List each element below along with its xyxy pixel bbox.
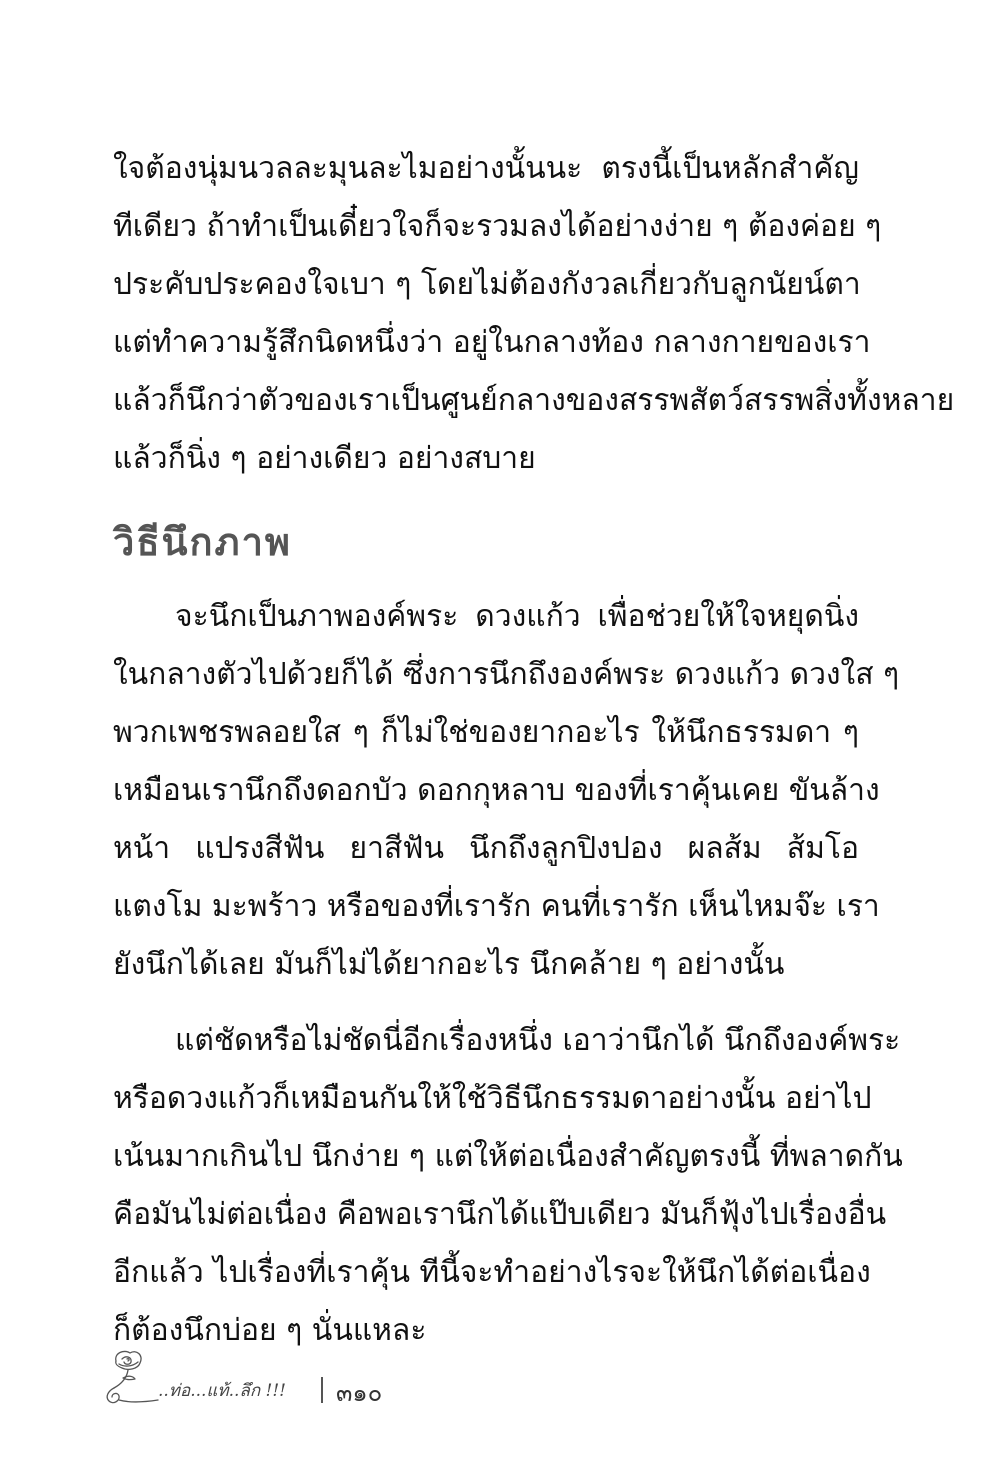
page-body bbox=[113, 140, 955, 1360]
text-line: เหมือนเรานึกถึงดอกบัว ดอกกุหลาบ ของที่เราคุ้นเคย ขันล้าง bbox=[113, 773, 880, 808]
paragraph-3 bbox=[113, 1012, 903, 1360]
paragraph-1 bbox=[113, 140, 955, 488]
text-line: ประคับประคองใจเบา ๆ โดยไม่ต้องกังวลเกี่ยวกับลูกนัยน์ตา bbox=[113, 267, 861, 302]
text-line: คือมันไม่ต่อเนื่อง คือพอเรานึกได้แป๊บเดียว มันก็ฟุ้งไปเรื่องอื่น bbox=[113, 1197, 887, 1232]
text-line: หรือดวงแก้วก็เหมือนกันให้ใช้วิธีนึกธรรมดาอย่างนั้น อย่าไป bbox=[113, 1081, 872, 1116]
text-line: แล้วก็นิ่ง ๆ อย่างเดียว อย่างสบาย bbox=[113, 441, 536, 476]
text-line: ทีเดียว ถ้าทำเป็นเดี๋ยวใจก็จะรวมลงได้อย่างง่าย ๆ ต้องค่อย ๆ bbox=[113, 209, 882, 244]
text-line: เน้นมากเกินไป นึกง่าย ๆ แต่ให้ต่อเนื่องสำคัญตรงนี้ ที่พลาดกัน bbox=[113, 1139, 903, 1174]
text-line: แต่ทำความรู้สึกนิดหนึ่งว่า อยู่ในกลางท้อง กลางกายของเรา bbox=[113, 325, 871, 360]
text-line: แต่ชัดหรือไม่ชัดนี่อีกเรื่องหนึ่ง เอาว่านึกได้ นึกถึงองค์พระ bbox=[175, 1023, 901, 1058]
paragraph-2 bbox=[113, 588, 900, 994]
text-line: ก็ต้องนึกบ่อย ๆ นั่นแหละ bbox=[113, 1313, 427, 1348]
text-line: จะนึกเป็นภาพองค์พระ ดวงแก้ว เพื่อช่วยให้ใจหยุดนิ่ง bbox=[175, 599, 859, 634]
page-footer bbox=[100, 1345, 420, 1405]
section-heading: วิธีนึกภาพ bbox=[113, 520, 292, 564]
text-line: อีกแล้ว ไปเรื่องที่เราคุ้น ทีนี้จะทำอย่างไรจะให้นึกได้ต่อเนื่อง bbox=[113, 1255, 871, 1290]
text-line: ในกลางตัวไปด้วยก็ได้ ซึ่งการนึกถึงองค์พระ ดวงแก้ว ดวงใส ๆ bbox=[113, 657, 900, 692]
text-line: ยังนึกได้เลย มันก็ไม่ได้ยากอะไร นึกคล้าย ๆ อย่างนั้น bbox=[113, 947, 785, 982]
text-line: หน้า แปรงสีฟัน ยาสีฟัน นึกถึงลูกปิงปอง ผลส้ม ส้มโอ bbox=[113, 831, 859, 866]
text-line: ใจต้องนุ่มนวลละมุนละไมอย่างนั้นนะ ตรงนี้เป็นหลักสำคัญ bbox=[113, 151, 859, 186]
footer-signature: ..ท่อ...แท้..ลึก !!! bbox=[158, 1381, 287, 1401]
text-line: พวกเพชรพลอยใส ๆ ก็ไม่ใช่ของยากอะไร ให้นึกธรรมดา ๆ bbox=[113, 715, 859, 750]
text-line: แตงโม มะพร้าว หรือของที่เรารัก คนที่เรารัก เห็นไหมจ๊ะ เรา bbox=[113, 889, 880, 924]
text-line: แล้วก็นึกว่าตัวของเราเป็นศูนย์กลางของสรรพสัตว์สรรพสิ่งทั้งหลาย bbox=[113, 383, 955, 418]
footer-divider bbox=[321, 1377, 323, 1403]
page-number: ๓๑๐ bbox=[336, 1379, 383, 1407]
rose-icon bbox=[100, 1345, 160, 1407]
